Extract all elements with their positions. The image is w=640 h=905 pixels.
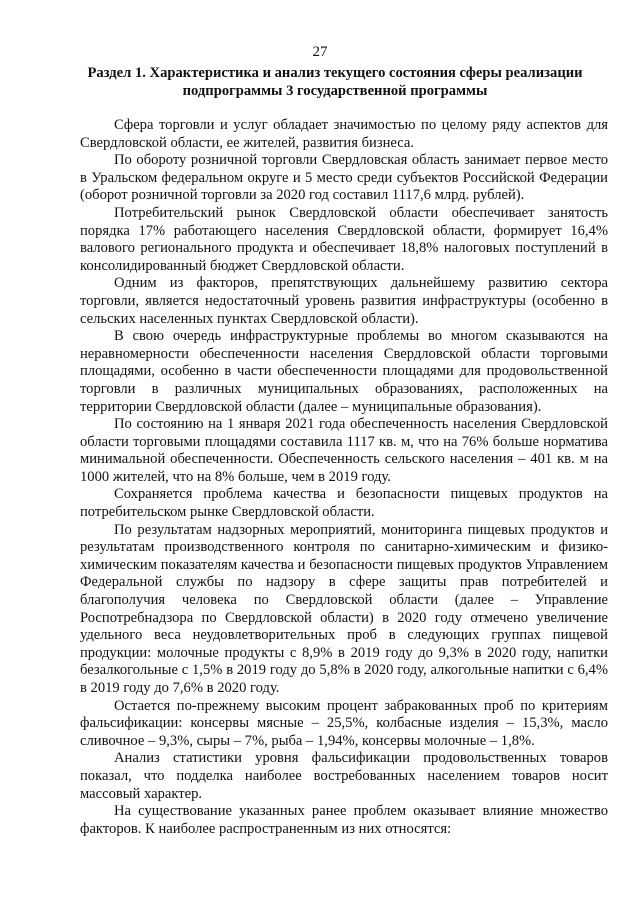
paragraph: Одним из факторов, препятствующих дальнейшему развитию сектора торговли, является недостаточный уровень развития инфраструктуры (особенно в сельских населенных пунктах Свердловской области). [80,275,608,327]
paragraph: Сохраняется проблема качества и безопасности пищевых продуктов на потребительском рынке Свердловской области. [80,486,608,521]
paragraph: Анализ статистики уровня фальсификации продовольственных товаров показал, что подделка наиболее востребованных населением товаров носит массовый характер. [80,750,608,802]
paragraph: По обороту розничной торговли Свердловская область занимает первое место в Уральском федеральном округе и 5 место среди субъектов Российской Федерации (оборот розничной торговли за 2020 год составил 1117,6 млрд. рублей). [80,152,608,204]
paragraph: По состоянию на 1 января 2021 года обеспеченность населения Свердловской области торговыми площадями составила 1117 кв. м, что на 76% больше норматива минимальной обеспеченности. Обеспеченность сельского населения – 401 кв. м на 1000 жителей, что на 8% больше, чем в 2019 году. [80,416,608,485]
paragraph: Остается по-прежнему высоким процент забракованных проб по критериям фальсификации: консервы мясные – 25,5%, колбасные изделия – 15,3%, масло сливочное – 9,3%, сыры – 7%, рыба – 1,94%, консервы молочные – 1,8%. [80,697,608,749]
paragraph: Сфера торговли и услуг обладает значимостью по целому ряду аспектов для Свердловской области, ее жителей, развития бизнеса. [80,117,608,151]
paragraph: По результатам надзорных мероприятий, мониторинга пищевых продуктов и результатам производственного контроля по санитарно-химическим и физико-химическим показателям качества и безопасности пищевых продуктов Управлением Федеральной службы по надзору в сфере защиты прав потребителей и благополучия человека по Свердловской области (далее – Управление Роспотребнадзора по Свердловской области) в 2020 году отмечено увеличение удельного веса неудовлетворительных проб в следующих группах пищевой продукции: молочные продукты с 8,9% в 2019 году до 9,3% в 2020 году, напитки безалкогольные с 1,5% в 2019 году до 5,8% в 2020 году, алкогольные напитки с 6,4% в 2019 году до 7,6% в 2020 году. [80,521,608,696]
section-heading: Раздел 1. Характеристика и анализ текущего состояния сферы реализации подпрограммы 3 государственной программы [87,65,583,99]
paragraph: Потребительский рынок Свердловской области обеспечивает занятость порядка 17% работающего населения Свердловской области, формирует 16,4% валового регионального продукта и обеспечивает 18,8% налоговых поступлений в консолидированный бюджет Свердловской области. [80,204,608,274]
body-text [80,117,608,838]
paragraph: На существование указанных ранее проблем оказывает влияние множество факторов. К наиболее распространенным из них относятся: [80,803,608,837]
paragraph: В свою очередь инфраструктурные проблемы во многом сказываются на неравномерности обеспеченности населения Свердловской области торговыми площадями, особенно в части обеспеченности площадями для продовольственной торговли в различных муниципальных образованиях, расположенных на территории Свердловской области (далее – муниципальные образования). [80,328,608,415]
page-number: 27 [312,44,328,60]
